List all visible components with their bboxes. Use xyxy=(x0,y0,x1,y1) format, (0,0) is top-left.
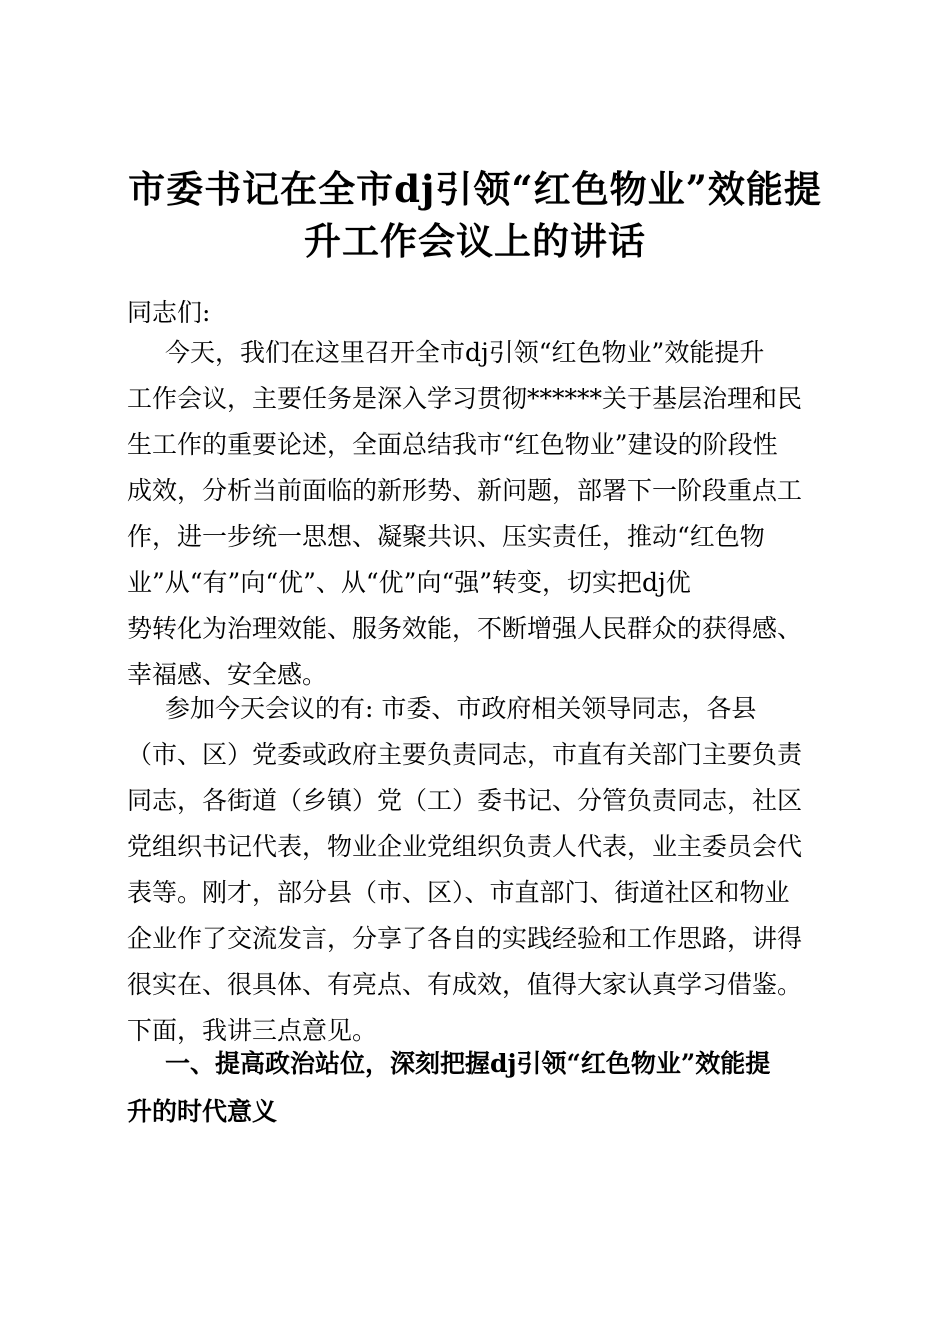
paragraph-line: 生工作的重要论述，全面总结我市“红色物业”建设的阶段性 xyxy=(127,430,778,459)
paragraph-line: 下面，我讲三点意见。 xyxy=(127,1016,378,1045)
section-heading xyxy=(127,1040,827,1136)
section-heading-line-1: 一、提高政治站位，深刻把握dj引领“红色物业”效能提 xyxy=(165,1049,771,1078)
paragraph-line: 参加今天会议的有: 市委、市政府相关领导同志，各县 xyxy=(165,694,757,723)
paragraph-line: 企业作了交流发言，分享了各自的实践经验和工作思路，讲得 xyxy=(127,924,803,953)
paragraph-line: 业”从“有”向“优”、从“优”向“强”转变，切实把dj优 xyxy=(127,568,691,597)
paragraph-line: 作，进一步统一思想、凝聚共识、压实责任，推动“红色物 xyxy=(127,522,765,551)
paragraph-1 xyxy=(127,330,827,698)
paragraph-line: 表等。刚才，部分县（市、区）、市直部门、街道社区和物业 xyxy=(127,878,790,907)
paragraph-line: 幸福感、安全感。 xyxy=(127,660,328,689)
title-line-2: 升工作会议上的讲话 xyxy=(304,219,646,263)
paragraph-line: 势转化为治理效能、服务效能，不断增强人民群众的获得感、 xyxy=(127,614,803,643)
title-line-1: 市委书记在全市dj引领“红色物业”效能提 xyxy=(128,167,822,211)
salutation: 同志们: xyxy=(127,298,211,327)
section-heading-line-2: 升的时代意义 xyxy=(127,1097,278,1126)
paragraph-line: 今天，我们在这里召开全市dj引领“红色物业”效能提升 xyxy=(165,338,765,367)
paragraph-line: 很实在、很具体、有亮点、有成效，值得大家认真学习借鉴。 xyxy=(127,970,803,999)
document-title xyxy=(100,163,850,267)
paragraph-line: 党组织书记代表，物业企业党组织负责人代表，业主委员会代 xyxy=(127,832,803,861)
paragraph-2 xyxy=(127,686,827,1054)
paragraph-line: （市、区）党委或政府主要负责同志，市直有关部门主要负责 xyxy=(127,740,803,769)
paragraph-line: 工作会议，主要任务是深入学习贯彻******关于基层治理和民 xyxy=(127,384,803,413)
paragraph-line: 成效，分析当前面临的新形势、新问题，部署下一阶段重点工 xyxy=(127,476,803,505)
paragraph-line: 同志，各街道（乡镇）党（工）委书记、分管负责同志，社区 xyxy=(127,786,803,815)
